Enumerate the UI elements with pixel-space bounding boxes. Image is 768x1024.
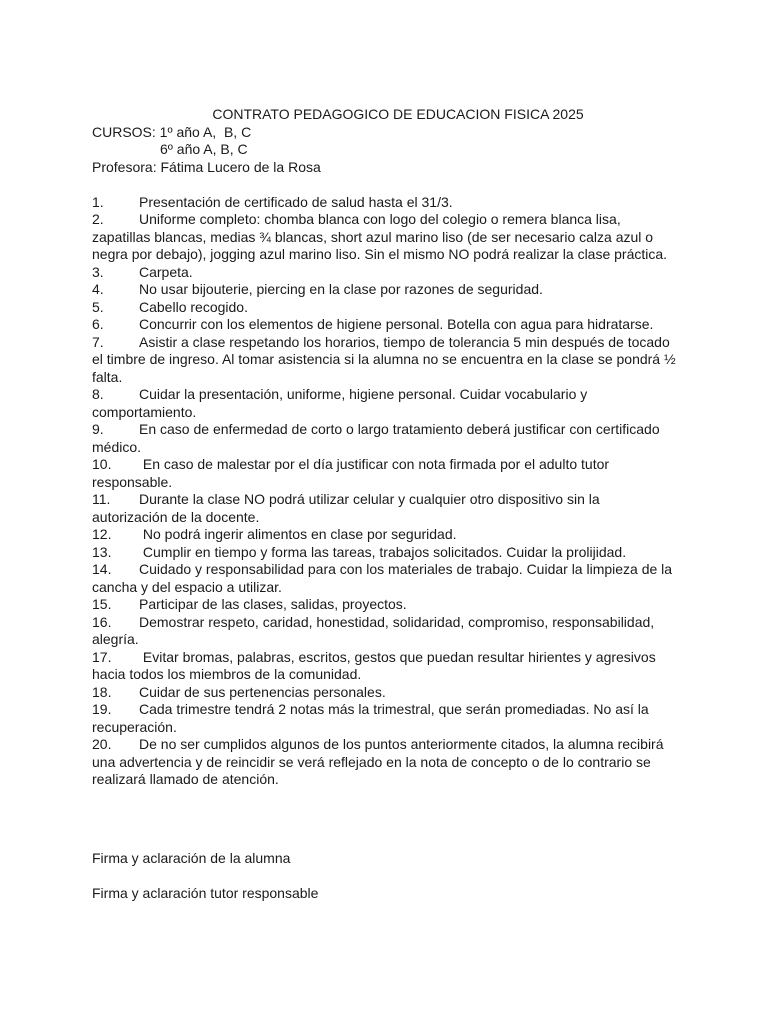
list-item-number: 20. xyxy=(92,736,112,752)
list-item-number: 8. xyxy=(92,386,104,402)
list-item xyxy=(92,526,676,544)
list-item xyxy=(92,386,676,421)
list-item xyxy=(92,316,676,334)
list-item xyxy=(92,334,676,387)
document-body xyxy=(92,106,676,789)
list-item-number: 10. xyxy=(92,456,112,472)
list-item-number: 17. xyxy=(92,648,112,665)
list-item-number: 3. xyxy=(92,263,104,280)
list-item-number: 14. xyxy=(92,561,112,577)
list-item xyxy=(92,649,676,684)
list-item-text: Carpeta. xyxy=(139,263,193,280)
list-item-number: 13. xyxy=(92,543,112,560)
list-item xyxy=(92,281,676,299)
list-item-number: 18. xyxy=(92,683,112,700)
list-item-text: Concurrir con los elementos de higiene personal. Botella con agua para hidratarse. xyxy=(139,316,654,332)
list-item-text: En caso de enfermedad de corto o largo tratamiento deberá justificar con certificado médico. xyxy=(92,421,660,455)
list-item-text: Demostrar respeto, caridad, honestidad, solidaridad, compromiso, responsabilidad, alegría. xyxy=(92,613,655,647)
list-item xyxy=(92,211,676,264)
list-item xyxy=(92,561,676,596)
list-item-text: Cuidado y responsabilidad para con los materiales de trabajo. Cuidar la limpieza de la cancha y del espacio a utilizar. xyxy=(92,561,673,595)
list-item-number: 15. xyxy=(92,596,112,612)
list-item-text: Durante la clase NO podrá utilizar celular y cualquier otro dispositivo sin la autorización de la docente. xyxy=(92,491,600,525)
list-item-number: 2. xyxy=(92,211,104,227)
list-item xyxy=(92,194,676,212)
rules-list xyxy=(92,194,676,789)
list-item-text: De no ser cumplidos algunos de los puntos anteriormente citados, la alumna recibirá una advertencia y de reincidir se verá reflejado en la nota de concepto o de lo contrario se realizará llamado de atención. xyxy=(92,736,664,787)
list-item xyxy=(92,701,676,736)
list-item-text: Cuidar de sus pertenencias personales. xyxy=(139,683,386,700)
list-item xyxy=(92,736,676,789)
list-item-text: Evitar bromas, palabras, escritos, gestos que puedan resultar hirientes y agresivos hacia todos los miembros de la comunidad. xyxy=(92,648,656,682)
list-item-text: Cabello recogido. xyxy=(139,298,248,315)
document-title: CONTRATO PEDAGOGICO DE EDUCACION FISICA 2025 xyxy=(212,106,584,122)
list-item-text: En caso de malestar por el día justificar con nota firmada por el adulto tutor responsable. xyxy=(92,456,610,490)
list-item-number: 4. xyxy=(92,281,104,297)
list-item-text: Cumplir en tiempo y forma las tareas, trabajos solicitados. Cuidar la prolijidad. xyxy=(139,543,627,560)
list-item-text: Cada trimestre tendrá 2 notas más la trimestral, que serán promediadas. No así la recuperación. xyxy=(92,701,649,735)
list-item-number: 12. xyxy=(92,526,112,542)
list-item-text: Cuidar la presentación, uniforme, higiene personal. Cuidar vocabulario y comportamiento. xyxy=(92,386,588,420)
list-item xyxy=(92,264,676,282)
list-item xyxy=(92,491,676,526)
list-item-number: 7. xyxy=(92,333,104,350)
list-item-number: 5. xyxy=(92,298,104,315)
list-item-text: No usar bijouterie, piercing en la clase por razones de seguridad. xyxy=(139,281,543,297)
list-item xyxy=(92,596,676,614)
list-item xyxy=(92,421,676,456)
list-item-text: Uniforme completo: chomba blanca con logo del colegio o remera blanca lisa, zapatillas blancas, medias ¾ blancas, short azul marino liso (de ser necesario calza azul o negra por debajo), jogging azul marino liso. Sin el mismo NO podrá realizar la clase práctica. xyxy=(92,211,668,262)
list-item-text: Participar de las clases, salidas, proyectos. xyxy=(139,596,407,612)
list-item-text: Asistir a clase respetando los horarios, tiempo de tolerancia 5 min después de tocado el timbre de ingreso. Al tomar asistencia si la alumna no se encuentra en la clase se pondrá ½ falta. xyxy=(92,333,676,385)
list-item-number: 1. xyxy=(92,193,104,210)
list-item xyxy=(92,684,676,702)
signature-student-label: Firma y aclaración de la alumna xyxy=(92,850,291,866)
cursos-line-2: 6º año A, B, C xyxy=(160,141,248,157)
profesora-line: Profesora: Fátima Lucero de la Rosa xyxy=(92,158,321,175)
cursos-line-1: CURSOS: 1º año A, B, C xyxy=(92,123,252,140)
list-item-number: 16. xyxy=(92,613,112,630)
spacer xyxy=(92,176,676,194)
list-item xyxy=(92,614,676,649)
list-item-number: 6. xyxy=(92,316,104,332)
list-item-number: 11. xyxy=(92,491,111,507)
list-item xyxy=(92,544,676,562)
list-item xyxy=(92,299,676,317)
list-item-number: 9. xyxy=(92,421,104,437)
list-item-text: Presentación de certificado de salud hasta el 31/3. xyxy=(139,193,453,210)
signature-tutor-label: Firma y aclaración tutor responsable xyxy=(92,885,319,901)
list-item-text: No podrá ingerir alimentos en clase por seguridad. xyxy=(139,526,457,542)
list-item-number: 19. xyxy=(92,701,112,717)
list-item xyxy=(92,456,676,491)
